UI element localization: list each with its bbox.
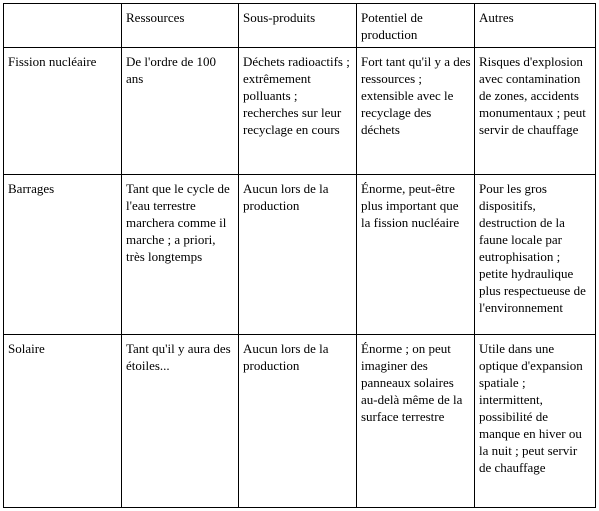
- cell-potentiel: Énorme ; on peut imaginer des panneaux solaires au-delà même de la surface terrestre: [357, 335, 475, 508]
- row-label-fission: Fission nucléaire: [4, 48, 122, 175]
- cell-ressources: Tant que le cycle de l'eau terrestre marchera comme il marche ; a priori, très longtemps: [122, 175, 239, 335]
- header-cell-empty: [4, 4, 122, 48]
- row-label-solaire: Solaire: [4, 335, 122, 508]
- table-row: [4, 48, 596, 175]
- cell-autres: Pour les gros dispositifs, destruction de la faune locale par eutrophisation ; petite hydraulique plus respectueuse de l'environnement: [475, 175, 596, 335]
- cell-autres: Risques d'explosion avec contamination de zones, accidents monumentaux ; peut servir de chauffage: [475, 48, 596, 175]
- header-cell-ressources: Ressources: [122, 4, 239, 48]
- table-row: [4, 175, 596, 335]
- table-header-row: [4, 4, 596, 48]
- cell-sous-produits: Déchets radioactifs ; extrêmement polluants ; recherches sur leur recyclage en cours: [239, 48, 357, 175]
- header-cell-autres: Autres: [475, 4, 596, 48]
- cell-sous-produits: Aucun lors de la production: [239, 175, 357, 335]
- cell-ressources: De l'ordre de 100 ans: [122, 48, 239, 175]
- energy-comparison-table: [3, 3, 596, 508]
- header-cell-potentiel: Potentiel de production: [357, 4, 475, 48]
- header-cell-sous-produits: Sous-produits: [239, 4, 357, 48]
- cell-autres: Utile dans une optique d'expansion spatiale ; intermittent, possibilité de manque en hiver ou la nuit ; peut servir de chauffage: [475, 335, 596, 508]
- cell-potentiel: Énorme, peut-être plus important que la fission nucléaire: [357, 175, 475, 335]
- row-label-barrages: Barrages: [4, 175, 122, 335]
- cell-sous-produits: Aucun lors de la production: [239, 335, 357, 508]
- cell-potentiel: Fort tant qu'il y a des ressources ; extensible avec le recyclage des déchets: [357, 48, 475, 175]
- table-row: [4, 335, 596, 508]
- cell-ressources: Tant qu'il y aura des étoiles...: [122, 335, 239, 508]
